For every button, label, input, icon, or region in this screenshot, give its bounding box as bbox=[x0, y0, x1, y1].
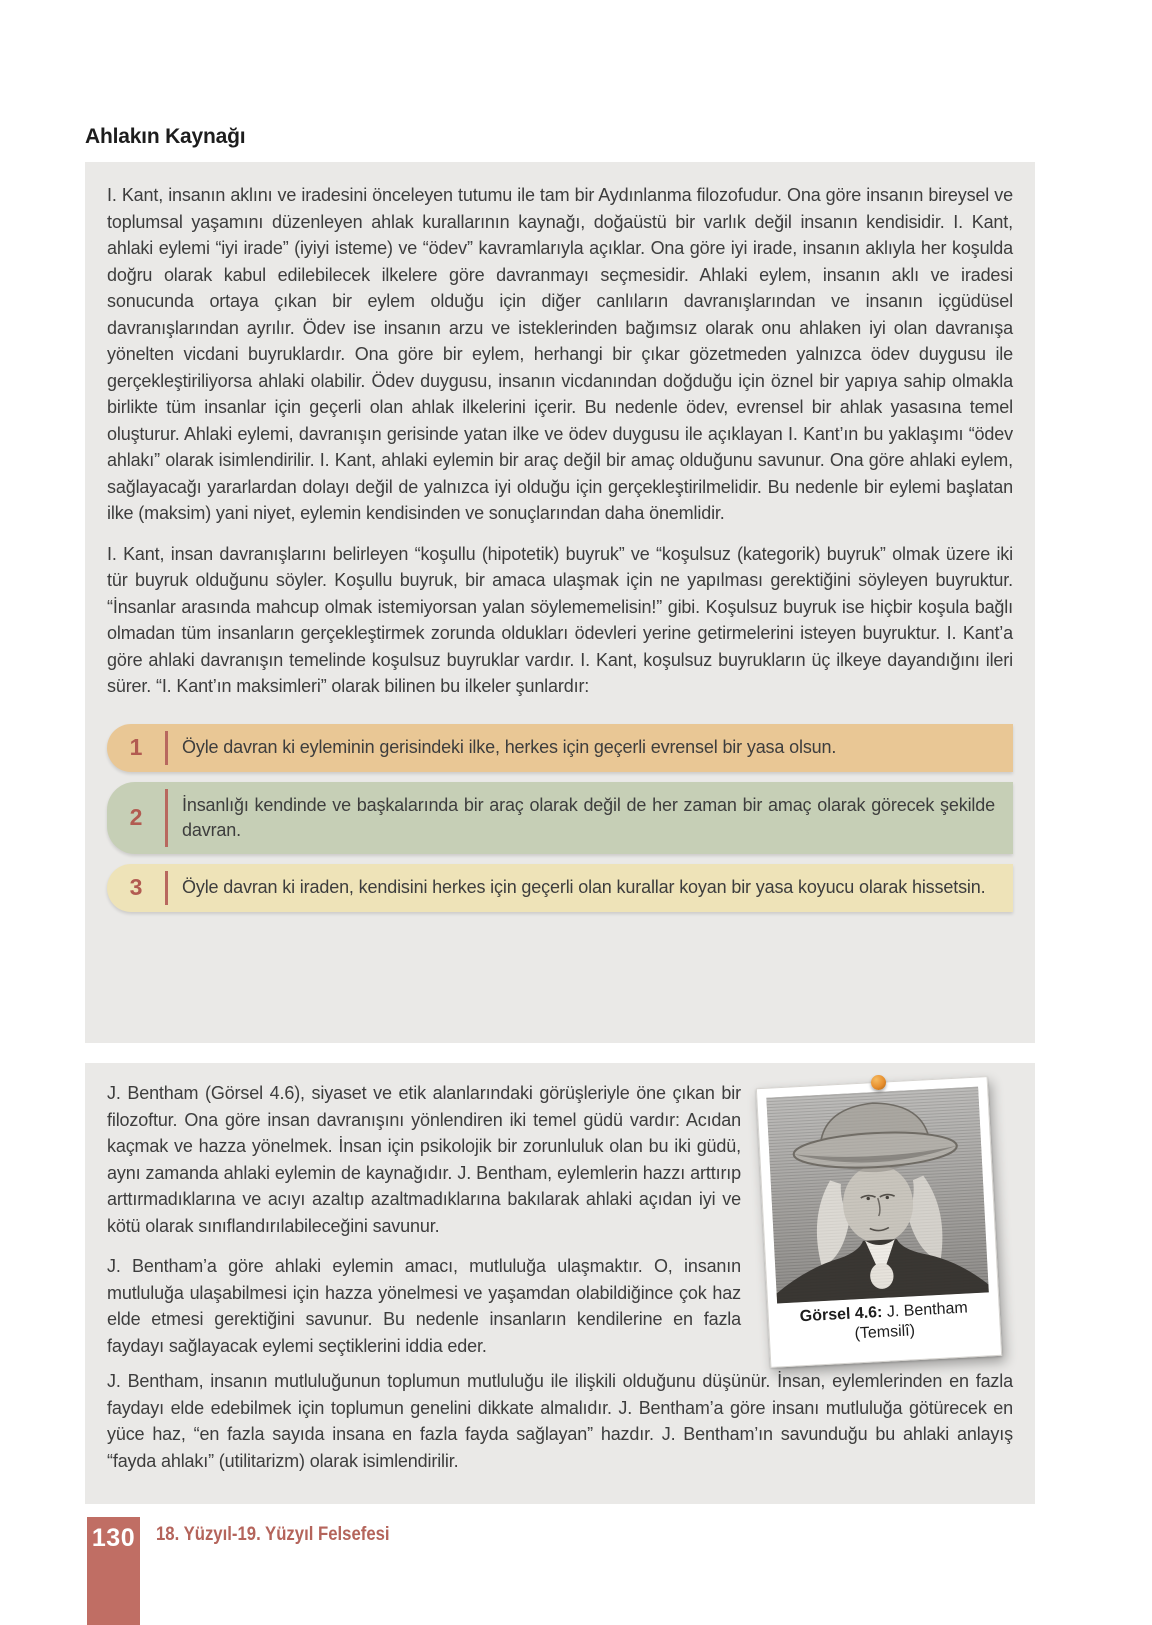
page-number-box bbox=[87, 1517, 140, 1625]
maxim-item-3 bbox=[107, 864, 1013, 912]
kant-paragraph-2: I. Kant, insan davranışlarını belirleyen “koşullu (hipotetik) buyruk” ve “koşulsuz (kategorik) buyruk” olmak üzere iki tür buyruk olduğunu söyler. Koşullu buyruk, bir amaca ulaşmak için ne yapılması gerektiğini söyleyen buyruktur. “İnsanlar arasında mahcup olmak istemiyorsan yalan söylememelisin!” gibi. Koşulsuz buyruk ise hiçbir koşula bağlı olmadan tüm insanların gerçekleştirmek zorunda oldukları ödevleri yerine getirmelerini isteyen buyruktur. I. Kant’a göre ahlaki davranışın temelinde koşulsuz buyruklar vardır. I. Kant, koşulsuz buyrukların üç ilkeye dayandığını ileri sürer. “I. Kant’ın maksimleri” olarak bilinen bu ilkeler şunlardır: bbox=[107, 543, 1013, 696]
pin-icon bbox=[871, 1075, 886, 1090]
polaroid-card bbox=[756, 1076, 1002, 1368]
figure-caption-label: Görsel 4.6: bbox=[799, 1303, 883, 1326]
maxim-text: İnsanlığı kendinde ve başkalarında bir araç olarak değil de her zaman bir amaç olarak görecek şekilde davran. bbox=[182, 794, 995, 840]
page-number: 130 bbox=[91, 1524, 136, 1552]
bentham-portrait-image bbox=[766, 1087, 988, 1304]
bentham-paragraph-3: J. Bentham, insanın mutluluğunun toplumun mutluluğu ile ilişkili olduğunu düşünür. İnsan, eylemlerinden en fazla faydayı elde edebilmek için toplumun genelini dikkate almalıdır. J. Bentham’a göre insanı mutluluğa götürecek en yüce haz, “en fazla sayıda insana en fazla fayda sağlayan” hazdır. J. Bentham’ın savunduğu bu ahlaki anlayış “fayda ahlakı” (utilitarizm) olarak isimlendirilir. bbox=[107, 1371, 1013, 1471]
chapter-title: 18. Yüzyıl-19. Yüzyıl Felsefesi bbox=[156, 1524, 390, 1545]
maxim-number: 2 bbox=[129, 804, 143, 830]
bentham-paragraph-2: J. Bentham’a göre ahlaki eylemin amacı, mutluluğa ulaşmaktır. O, insanın mutluluğa ulaşabilmesi için hazza yönelmesi ve yaşamdan olabildiğince çok haz elde etmesi gerektiğini savunur. Bu nedenle insanların kendilerine en fazla faydayı sağlayacak eylemi seçtiklerini iddia eder. bbox=[107, 1256, 741, 1356]
bentham-figure bbox=[763, 1078, 995, 1362]
figure-caption-name: J. Bentham bbox=[886, 1299, 969, 1321]
bentham-paragraph-1: J. Bentham (Görsel 4.6), siyaset ve etik alanlarındaki görüşleriyle öne çıkan bir filozoftur. Ona göre insan davranışını yönlendiren iki temel güdü vardır: Acıdan kaçmak ve hazza yönelmek. İnsan için psikolojik bir zorunluluk olan bu iki güdü, aynı zamanda ahlaki eylemin de kaynağıdır. J. Bentham, eylemlerin hazzı arttırıp arttırmadıklarına ve acıyı azaltıp azaltmadıklarına bakılarak ahlaki açıdan iyi ve kötü olarak sınıflandırılabileceğini savunur. bbox=[107, 1083, 741, 1236]
maxim-number: 3 bbox=[129, 874, 143, 900]
kant-paragraph-1: I. Kant, insanın aklını ve iradesini önceleyen tutumu ile tam bir Aydınlanma filozofudur. Ona göre insanın bireysel ve toplumsal yaşamını düzenleyen ahlak kurallarının kaynağı, doğaüstü bir varlık değil insanın kendisidir. I. Kant, ahlaki eylemi “iyi irade” (iyiyi isteme) ve “ödev” kavramlarıyla açıklar. Ona göre iyi irade, insanın aklıyla her koşulda doğru olarak kabul edilebilecek ilkelere göre davranmayı seçmesidir. Ahlaki eylem, insanın aklı ve iradesi sonucunda ortaya çıkan bir eylem olduğu için diğer canlıların davranışlarından ve insanın içgüdüsel davranışlarından ayrılır. Ödev ise insanın arzu ve isteklerinden bağımsız olarak onu ahlaken iyi olan davranışa yönelten vicdani buyruklardır. Ona göre bir eylem, herhangi bir çıkar gözetmeden yalnızca ödev duygusu ile gerçekleştiriliyorsa ahlaki olabilir. Ödev duygusu, insanın vicdanından doğduğu için öznel bir yapıya sahip olmakla birlikte tüm insanlar için geçerli olan ahlak ilkelerini içerir. Bu nedenle ödev, evrensel bir ahlak yasasına temel oluşturur. Ahlaki eylemi, davranışın gerisinde yatan ilke ve ödev duygusu ile açıklayan I. Kant’ın bu yaklaşımı “ödev ahlakı” olarak isimlendirilir. I. Kant, ahlaki eylemin bir araç değil bir amaç olduğunu savunur. Ona göre ahlaki eylem, sağlayacağı yararlardan dolayı değil de yalnızca iyi olduğu için gerçekleştirilmelidir. Bu nedenle bir eylemi başlatan ilke (maksim) yani niyet, eylemin kendisinden ve sonuçlarından daha önemlidir. bbox=[107, 185, 1013, 523]
maxim-number: 1 bbox=[129, 734, 143, 760]
maxim-text: Öyle davran ki eyleminin gerisindeki ilke, herkes için geçerli evrensel bir yasa olsun. bbox=[182, 737, 837, 757]
maxim-item-1 bbox=[107, 724, 1013, 772]
kant-section-panel bbox=[85, 162, 1035, 1043]
page-title: Ahlakın Kaynağı bbox=[85, 125, 246, 149]
maxim-text: Öyle davran ki iraden, kendisini herkes için geçerli olan kurallar koyan bir yasa koyucu olarak hissetsin. bbox=[182, 877, 986, 897]
figure-caption-subtitle: (Temsilî) bbox=[854, 1322, 916, 1343]
maxim-item-2 bbox=[107, 782, 1013, 854]
bentham-section-panel bbox=[85, 1063, 1035, 1504]
